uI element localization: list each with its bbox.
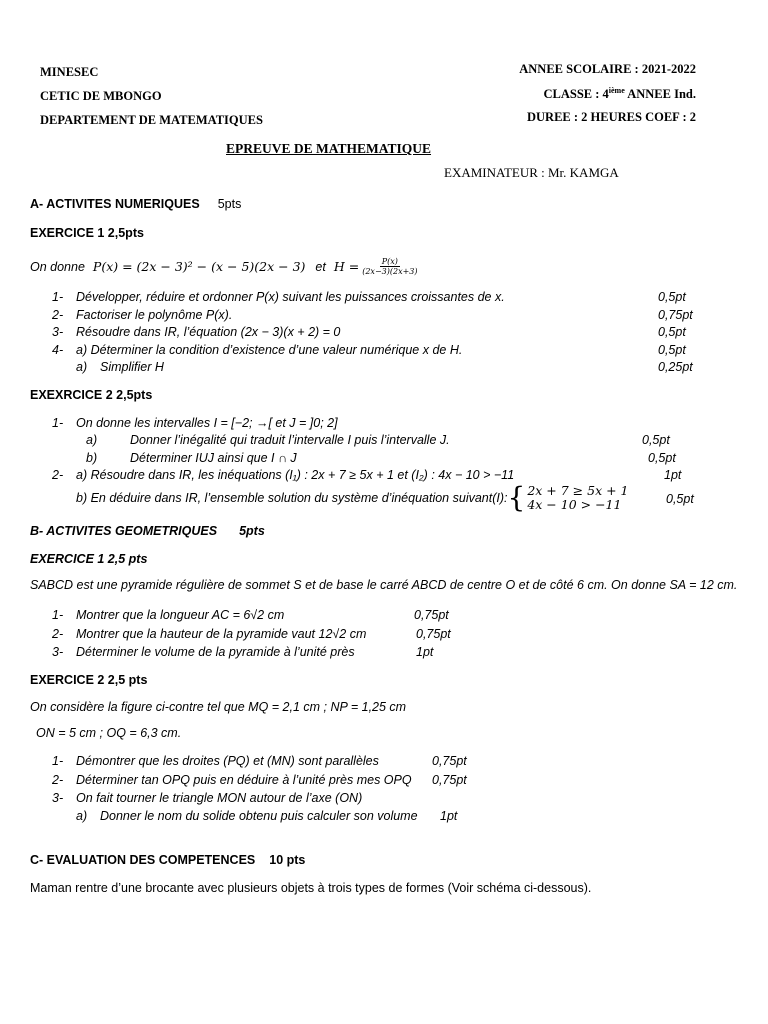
section-b-pts: 5pts xyxy=(239,524,265,538)
header-school-year: ANNEE SCOLAIRE : 2021-2022 xyxy=(519,62,696,76)
exercise-b1-title: EXERCICE 1 2,5 pts xyxy=(30,552,148,566)
header-class xyxy=(543,86,696,102)
examiner: EXAMINATEUR : Mr. KAMGA xyxy=(444,165,619,180)
section-a-label: A- ACTIVITES NUMERIQUES xyxy=(30,197,200,211)
exercise-b2-intro-1: On considère la figure ci-contre tel que MQ = 2,1 cm ; NP = 1,25 cm xyxy=(30,700,407,714)
b2-item-2-pts: 0,75pt xyxy=(432,773,467,787)
b2-item-2-num: 2- xyxy=(52,773,64,787)
section-c-label: C- EVALUATION DES COMPETENCES xyxy=(30,853,256,867)
p-expression: P(x) = (2x − 3)² − (x − 5)(2x − 3) xyxy=(92,259,306,274)
system-line-2: 4x − 10 > −11 xyxy=(527,497,622,512)
h-fraction xyxy=(362,257,417,276)
section-a-title xyxy=(30,197,241,211)
a2-item-5-pts: 0,5pt xyxy=(666,492,694,506)
a1-item-4-pts: 0,5pt xyxy=(658,343,686,357)
section-c-title xyxy=(30,853,305,867)
exercise-a1-title: EXERCICE 1 2,5pts xyxy=(30,226,144,240)
b2-item-2-text: Déterminer tan OPQ puis en déduire à l’unité près mes OPQ xyxy=(76,773,412,787)
h-numerator: P(x) xyxy=(381,257,398,266)
a2-item-4-num: 2- xyxy=(52,468,64,482)
a1-item-4-text: a) Déterminer la condition d’existence d’une valeur numérique x de H. xyxy=(76,343,463,357)
a2-item-1-num: 1- xyxy=(52,416,64,430)
b1-item-3-num: 3- xyxy=(52,645,64,659)
brace-icon: { xyxy=(507,481,526,514)
section-b-title xyxy=(30,524,265,538)
system-line-1: 2x + 7 ≥ 5x + 1 xyxy=(527,483,629,498)
section-c-pts: 10 pts xyxy=(269,853,306,867)
b2-item-3-num: 3- xyxy=(52,791,64,805)
a1-item-1-text: Développer, réduire et ordonner P(x) suivant les puissances croissantes de x. xyxy=(76,290,505,304)
a1-item-3-text: Résoudre dans IR, l’équation (2x − 3)(x + 2) = 0 xyxy=(76,325,341,339)
h-denominator: (2x−3)(2x+3) xyxy=(362,267,418,276)
section-a-pts: 5pts xyxy=(217,197,242,211)
b2-item-4-pts: 1pt xyxy=(440,809,458,823)
class-suffix: ANNEE Ind. xyxy=(624,87,696,102)
a2-item-2-pts: 0,5pt xyxy=(642,433,670,447)
a2-item-3-text: Déterminer IUJ ainsi que I ∩ J xyxy=(130,451,297,465)
b1-item-2-text: Montrer que la hauteur de la pyramide vaut 12√2 cm xyxy=(76,627,367,641)
exam-title: EPREUVE DE MATHEMATIQUE xyxy=(226,141,432,156)
header-left-2: CETIC DE MBONGO xyxy=(40,89,162,103)
exercise-b2-intro-2: ON = 5 cm ; OQ = 6,3 cm. xyxy=(36,726,182,740)
a1-item-1-pts: 0,5pt xyxy=(658,290,686,304)
a1-item-5-num: a) xyxy=(76,360,88,374)
a2-item-5-text: b) En déduire dans IR, l’ensemble solution du système d’inéquation suivant(I): xyxy=(76,491,508,505)
inequation-system xyxy=(507,481,629,514)
a1-item-2-num: 2- xyxy=(52,308,64,322)
a2-item-4-pts: 1pt xyxy=(664,468,682,482)
a1-item-4-num: 4- xyxy=(52,343,64,357)
class-sup: ième xyxy=(608,86,625,95)
b1-item-2-pts: 0,75pt xyxy=(416,627,451,641)
h-lhs: H = xyxy=(333,259,360,274)
intro-and: et xyxy=(315,259,326,274)
b1-item-3-pts: 1pt xyxy=(416,645,434,659)
a1-item-2-pts: 0,75pt xyxy=(658,308,693,322)
b2-item-1-num: 1- xyxy=(52,754,64,768)
a2-item-3-num: b) xyxy=(86,451,98,465)
a2-item-1-text: On donne les intervalles I = [−2; →[ et J = ]0; 2] xyxy=(76,416,338,430)
a1-item-5-text: Simplifier H xyxy=(100,360,164,374)
b2-item-1-pts: 0,75pt xyxy=(432,754,467,768)
b1-item-2-num: 2- xyxy=(52,627,64,641)
b1-item-1-pts: 0,75pt xyxy=(414,608,449,622)
b1-item-1-num: 1- xyxy=(52,608,64,622)
a1-item-2-text: Factoriser le polynôme P(x). xyxy=(76,308,233,322)
a2-item-2-text: Donner l’inégalité qui traduit l’intervalle I puis l’intervalle J. xyxy=(130,433,450,447)
section-c-intro: Maman rentre d’une brocante avec plusieurs objets à trois types de formes (Voir schéma ci-dessous). xyxy=(30,881,592,895)
a2-item-5 xyxy=(76,481,629,514)
a1-item-3-pts: 0,5pt xyxy=(658,325,686,339)
intro-prefix: On donne xyxy=(30,259,85,274)
a2-item-4-text: a) Résoudre dans IR, les inéquations (I₁) : 2x + 7 ≥ 5x + 1 et (I₂) : 4x − 10 > −11 xyxy=(76,468,515,482)
a2-item-2-num: a) xyxy=(86,433,98,447)
a1-item-5-pts: 0,25pt xyxy=(658,360,693,374)
exercise-b1-intro: SABCD est une pyramide régulière de sommet S et de base le carré ABCD de centre O et de côté 6 cm. On donne SA = 12 cm. xyxy=(30,578,738,592)
exercise-a1-intro xyxy=(30,257,418,276)
a1-item-3-num: 3- xyxy=(52,325,64,339)
header-left-3: DEPARTEMENT DE MATEMATIQUES xyxy=(40,113,263,127)
exercise-a2-title: EXEXRCICE 2 2,5pts xyxy=(30,388,153,402)
b1-item-1-text: Montrer que la longueur AC = 6√2 cm xyxy=(76,608,285,622)
exercise-b2-title: EXERCICE 2 2,5 pts xyxy=(30,673,148,687)
header-left-1: MINESEC xyxy=(40,65,99,79)
b2-item-4-num: a) xyxy=(76,809,88,823)
a1-item-1-num: 1- xyxy=(52,290,64,304)
b2-item-4-text: Donner le nom du solide obtenu puis calculer son volume xyxy=(100,809,418,823)
b2-item-1-text: Démontrer que les droites (PQ) et (MN) sont parallèles xyxy=(76,754,379,768)
header-duration: DUREE : 2 HEURES COEF : 2 xyxy=(527,110,696,124)
a2-item-3-pts: 0,5pt xyxy=(648,451,676,465)
section-b-label: B- ACTIVITES GEOMETRIQUES xyxy=(30,524,218,538)
b1-item-3-text: Déterminer le volume de la pyramide à l’unité près xyxy=(76,645,355,659)
class-number: CLASSE : 4 xyxy=(543,87,609,102)
b2-item-3-text: On fait tourner le triangle MON autour de l’axe (ON) xyxy=(76,791,363,805)
